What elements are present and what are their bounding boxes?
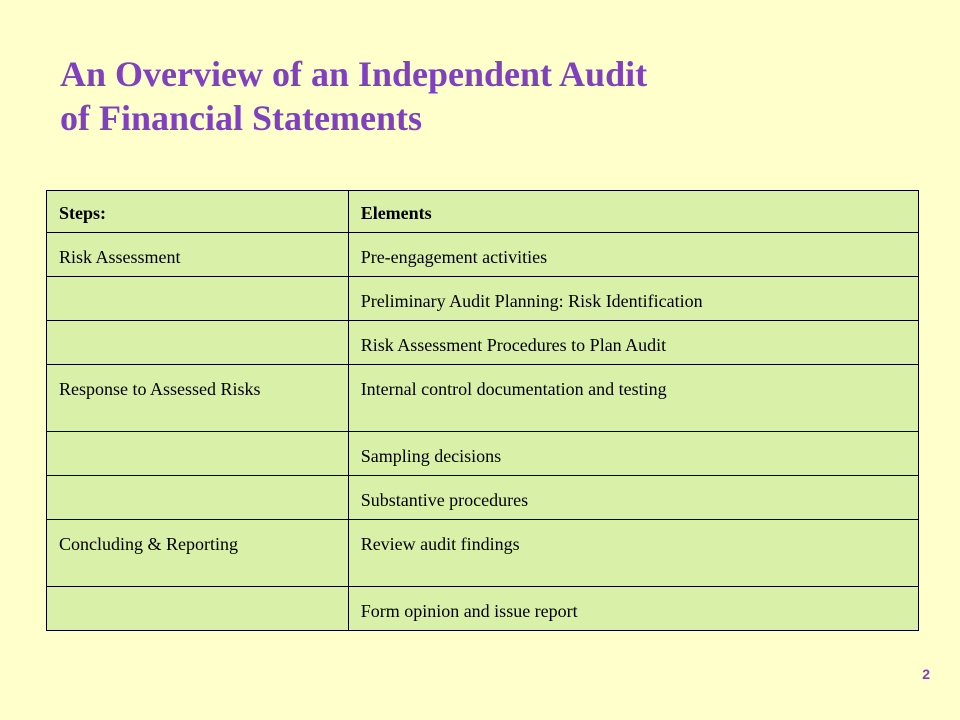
table-row <box>47 365 919 432</box>
slide-title-line-2: of Financial Statements <box>60 98 422 138</box>
element-cell: Sampling decisions <box>348 432 918 476</box>
table-row <box>47 476 919 520</box>
table-row <box>47 277 919 321</box>
step-cell: Response to Assessed Risks <box>47 365 349 432</box>
element-cell: Pre-engagement activities <box>348 233 918 277</box>
header-steps: Steps: <box>47 191 349 233</box>
header-elements: Elements <box>348 191 918 233</box>
table-row <box>47 520 919 587</box>
step-cell <box>47 587 349 631</box>
table-row <box>47 432 919 476</box>
page-number: 2 <box>922 666 930 682</box>
step-cell <box>47 321 349 365</box>
step-cell: Risk Assessment <box>47 233 349 277</box>
step-cell <box>47 432 349 476</box>
slide-title <box>60 52 647 140</box>
element-cell: Substantive procedures <box>348 476 918 520</box>
element-cell: Preliminary Audit Planning: Risk Identification <box>348 277 918 321</box>
element-cell: Form opinion and issue report <box>348 587 918 631</box>
table-row <box>47 321 919 365</box>
slide-title-line-1: An Overview of an Independent Audit <box>60 54 648 94</box>
element-cell: Review audit findings <box>348 520 918 587</box>
step-cell <box>47 277 349 321</box>
element-cell: Risk Assessment Procedures to Plan Audit <box>348 321 918 365</box>
element-cell: Internal control documentation and testing <box>348 365 918 432</box>
step-cell <box>47 476 349 520</box>
audit-steps-table <box>46 190 919 631</box>
table-header-row <box>47 191 919 233</box>
table-row <box>47 587 919 631</box>
table-row <box>47 233 919 277</box>
step-cell: Concluding & Reporting <box>47 520 349 587</box>
